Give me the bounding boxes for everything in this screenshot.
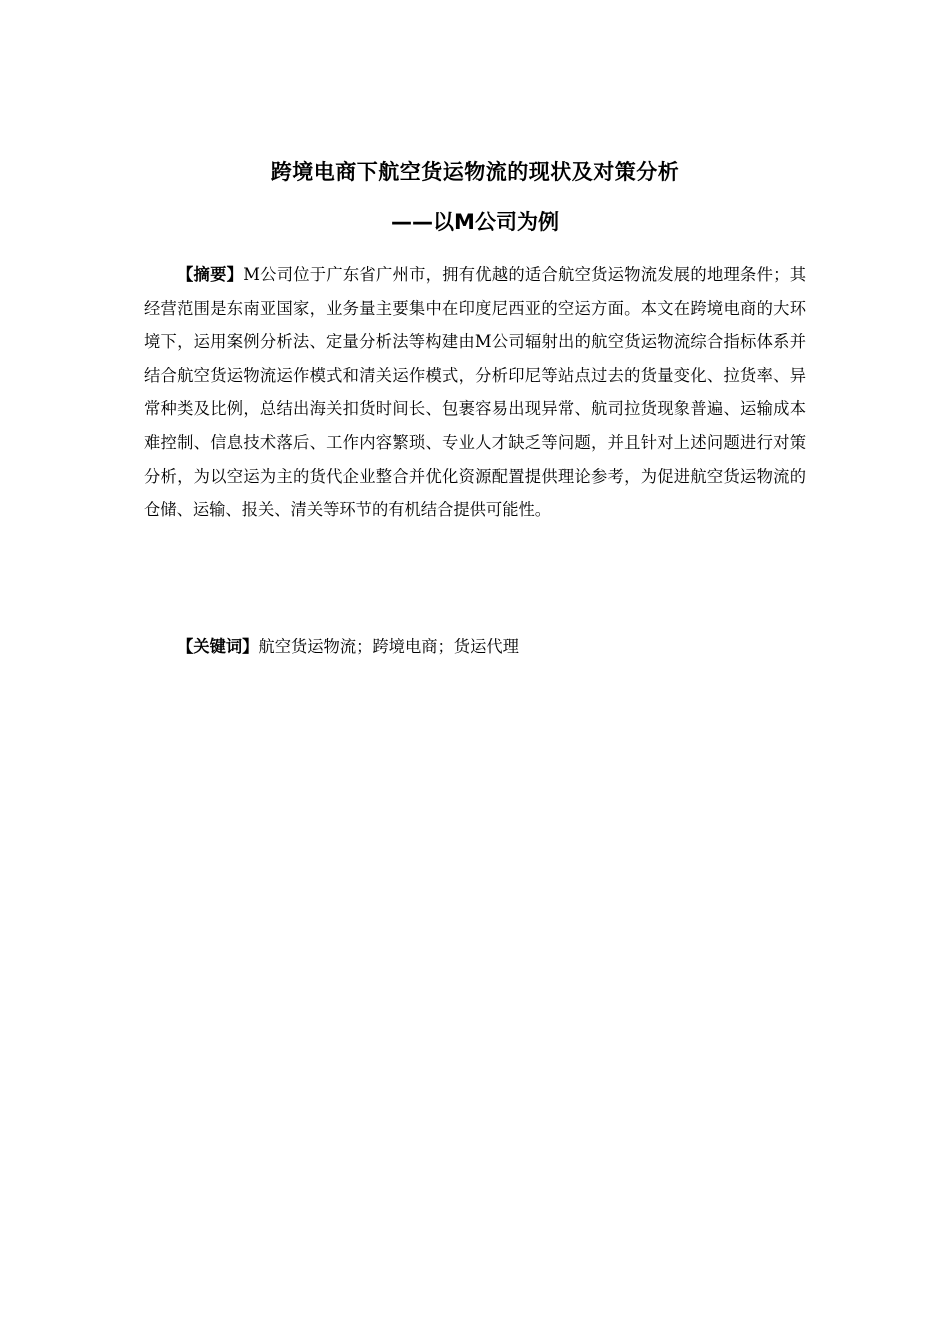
abstract-paragraph [144,258,806,527]
keywords-label: 【关键词】 [177,637,259,656]
abstract-text: M公司位于广东省广州市，拥有优越的适合航空货运物流发展的地理条件；其经营范围是东南亚国家，业务量主要集中在印度尼西亚的空运方面。本文在跨境电商的大环境下，运用案例分析法、定量分析法等构建由M公司辐射出的航空货运物流综合指标体系并结合航空货运物流运作模式和清关运作模式，分析印尼等站点过去的货量变化、拉货率、异常种类及比例，总结出海关扣货时间长、包裹容易出现异常、航司拉货现象普遍、运输成本难控制、信息技术落后、工作内容繁琐、专业人才缺乏等问题，并且针对上述问题进行对策分析，为以空运为主的货代企业整合并优化资源配置提供理论参考，为促进航空货运物流的仓储、运输、报关、清关等环节的有机结合提供可能性。 [144,265,806,520]
paper-title: 跨境电商下航空货运物流的现状及对策分析 [270,160,680,184]
paper-subtitle: ——以M公司为例 [391,210,559,234]
keywords-paragraph [177,630,806,663]
title-block [0,154,950,240]
keywords-text: 航空货运物流；跨境电商；货运代理 [258,637,519,656]
abstract-label: 【摘要】 [177,265,244,284]
